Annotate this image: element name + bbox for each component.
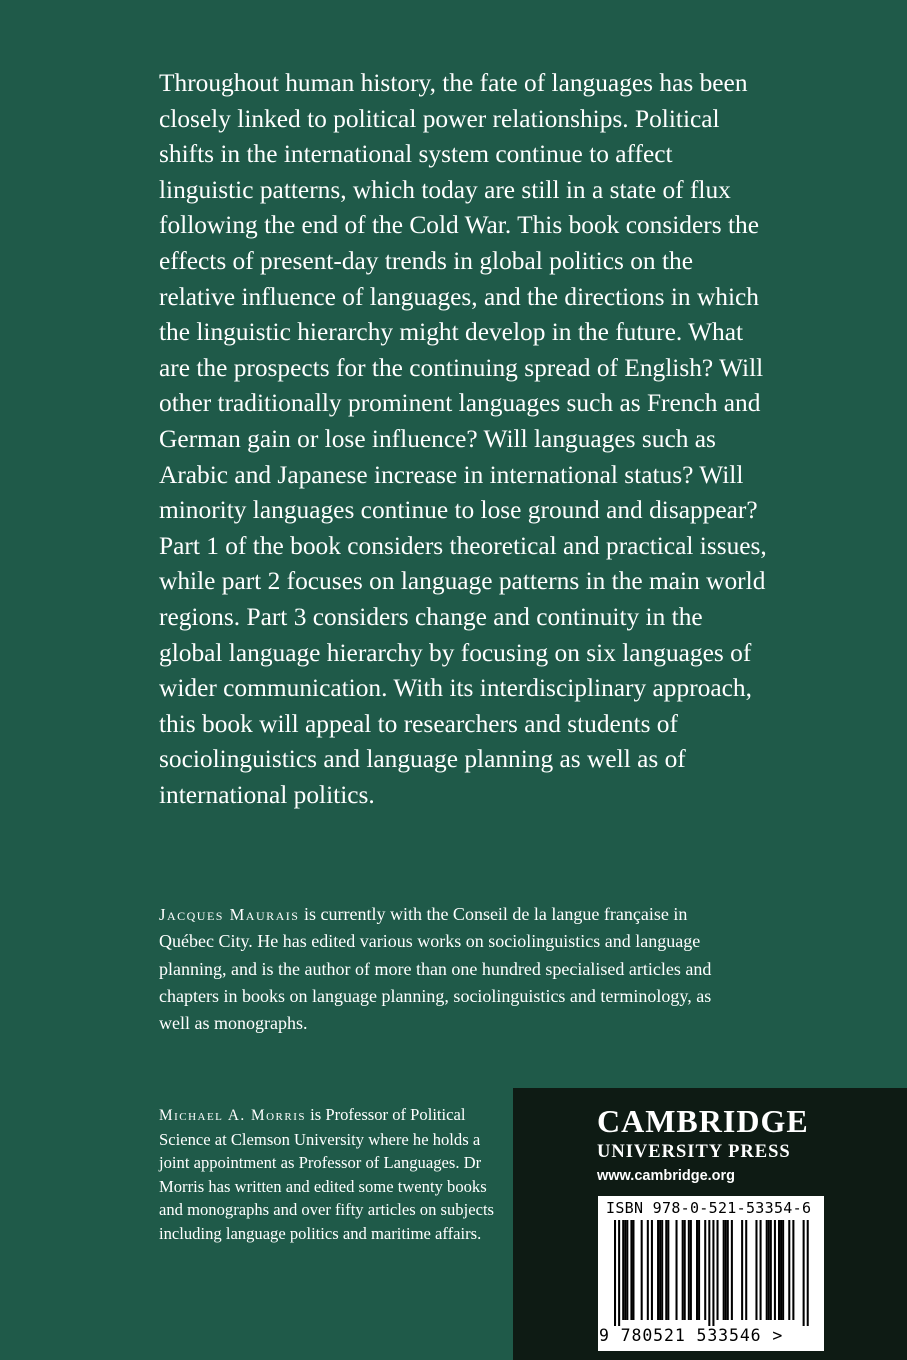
barcode-bar: [684, 1220, 686, 1320]
barcode-bar: [676, 1220, 678, 1320]
barcode-bar: [618, 1220, 620, 1326]
barcode-bar: [667, 1220, 669, 1320]
author-bio-text-morris: is Professor of Political Science at Clemson University where he holds a joint appointment as Professor of Languages. Dr Morris has written and edited some twenty books and monographs and over fifty articles on subjects including language politics and maritime affairs.: [159, 1105, 495, 1243]
barcode-bar: [792, 1220, 794, 1320]
author-name-maurais: Jacques Maurais: [159, 905, 300, 924]
barcode-bar: [780, 1220, 782, 1320]
barcode-bar: [632, 1220, 634, 1320]
barcode-bar: [725, 1220, 727, 1320]
barcode-bar: [647, 1220, 649, 1320]
barcode-bar: [698, 1220, 700, 1320]
barcode-bar: [696, 1220, 698, 1320]
publisher-logo-name: CAMBRIDGE: [597, 1103, 809, 1139]
barcode-bar: [712, 1220, 714, 1326]
barcode-bar: [657, 1220, 659, 1320]
barcode-bar: [651, 1220, 653, 1320]
barcode-icon: [598, 1220, 824, 1326]
barcode-bar: [708, 1220, 710, 1326]
book-description: Throughout human history, the fate of languages has been closely linked to political power relationships. Political shifts in the international system continue to affect linguistic patterns, which today are still in a state of flux following the end of the Cold War. This book considers the effects of present-day trends in global politics on the relative influence of languages, and the directions in which the linguistic hierarchy might develop in the future. What are the prospects for the continuing spread of English? Will other traditionally prominent languages such as French and German gain or lose influence? Will languages such as Arabic and Japanese increase in international status? Will minority languages continue to lose ground and disappear? Part 1 of the book considers theoretical and practical issues, while part 2 focuses on language patterns in the main world regions. Part 3 considers change and continuity in the global language hierarchy by focusing on six languages of wider communication. With its interdisciplinary approach, this book will appeal to researchers and students of sociolinguistics and language planning as well as of international politics.: [159, 69, 767, 809]
publisher-logo-subname: UNIVERSITY PRESS: [597, 1142, 791, 1162]
barcode-bar: [774, 1220, 776, 1320]
barcode-bar: [659, 1220, 661, 1320]
barcode-bar: [690, 1220, 692, 1320]
barcode-bar: [704, 1220, 706, 1320]
barcode-bar: [766, 1220, 768, 1320]
isbn-label: ISBN 978-0-521-53354-6: [606, 1199, 812, 1217]
barcode-bar: [641, 1220, 643, 1320]
barcode-bar: [688, 1220, 690, 1320]
barcode-box: [598, 1196, 824, 1351]
barcode-bar: [624, 1220, 626, 1320]
publisher-url: www.cambridge.org: [597, 1168, 736, 1184]
barcode-bar: [665, 1220, 667, 1320]
barcode-digits: 9 780521 533546 >: [599, 1326, 784, 1345]
author-bio-maurais: [159, 901, 719, 1037]
barcode-bar: [755, 1220, 757, 1320]
barcode-bar: [661, 1220, 663, 1320]
barcode-bar: [770, 1220, 772, 1320]
barcode-bar: [727, 1220, 729, 1320]
author-bio-morris: [159, 1103, 511, 1246]
barcode-bar: [614, 1220, 616, 1326]
barcode-bar: [745, 1220, 747, 1320]
barcode-bar: [778, 1220, 780, 1320]
barcode-bar: [803, 1220, 805, 1326]
barcode-bar: [622, 1220, 624, 1320]
author-bio-text-maurais: is currently with the Conseil de la langue française in Québec City. He has edited various works on sociolinguistics and language planning, and is the author of more than one hundred specialised articles and chapters in books on language planning, sociolinguistics and terminology, as well as monographs.: [159, 904, 712, 1034]
barcode-bar: [717, 1220, 719, 1320]
barcode-bar: [768, 1220, 770, 1320]
barcode-bar: [741, 1220, 743, 1320]
barcode-bar: [723, 1220, 725, 1320]
barcode-bar: [760, 1220, 762, 1320]
barcode-bar: [682, 1220, 684, 1320]
barcode-bar: [788, 1220, 790, 1320]
barcode-bar: [731, 1220, 733, 1320]
barcode-bar: [807, 1220, 809, 1326]
author-name-morris: Michael A. Morris: [159, 1107, 307, 1124]
barcode-bar: [630, 1220, 632, 1320]
barcode-bar: [782, 1220, 784, 1320]
publisher-block: [513, 1088, 907, 1360]
barcode-bar: [626, 1220, 628, 1320]
